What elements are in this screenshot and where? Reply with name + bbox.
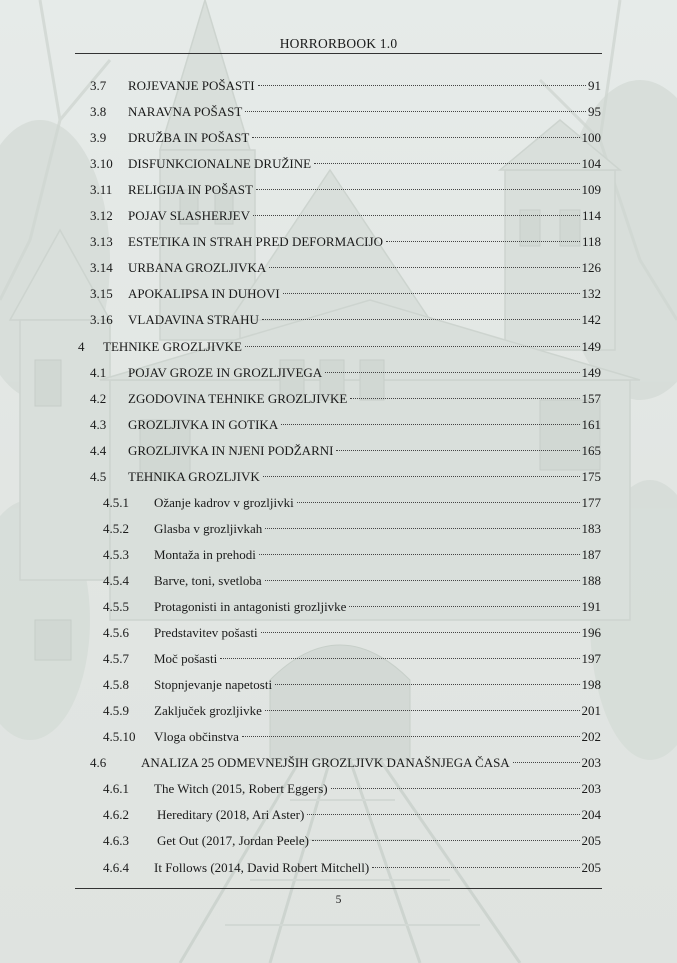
toc-entry-title: GROZLJIVKA IN GOTIKA xyxy=(128,416,279,432)
toc-entry-number: 4.5.5 xyxy=(103,599,129,614)
dot-leader xyxy=(513,762,580,763)
toc-entry[interactable] xyxy=(0,753,677,773)
toc-entry-number: 4.5.9 xyxy=(103,703,129,719)
dot-leader xyxy=(307,814,579,815)
toc-entry-title: VLADAVINA STRAHU xyxy=(128,312,259,328)
toc-entry-page: 100 xyxy=(581,130,601,146)
dot-leader xyxy=(258,85,586,86)
toc-entry-number: 4.5.6 xyxy=(103,625,129,641)
toc-entry-page: 198 xyxy=(581,677,601,693)
toc-entry-title: ANALIZA 25 ODMEVNEJŠIH GROZLJIVK DANAŠNJEGA ČASA xyxy=(141,755,510,771)
toc-entry-line xyxy=(154,493,601,513)
toc-entry-number: 3.14 xyxy=(90,260,113,276)
toc-entry-page: 104 xyxy=(581,156,601,172)
toc-entry-line xyxy=(141,753,601,773)
toc-entry-page: 132 xyxy=(581,286,601,302)
toc-entry-number: 4.6.1 xyxy=(103,781,129,797)
toc-entry-number: 3.7 xyxy=(90,78,107,93)
dot-leader xyxy=(265,528,579,529)
footer-rule xyxy=(75,888,602,889)
dot-leader xyxy=(259,554,580,555)
toc-entry-title: Protagonisti in antagonisti grozljivke xyxy=(154,599,347,614)
dot-leader xyxy=(336,450,579,451)
toc-entry-title: RELIGIJA IN POŠAST xyxy=(128,182,253,198)
dot-leader xyxy=(262,319,580,320)
toc-entry-page: 95 xyxy=(588,104,601,120)
toc-entry-page: 165 xyxy=(581,442,601,458)
dot-leader xyxy=(265,580,580,581)
toc-entry-page: 142 xyxy=(581,312,601,328)
toc-entry-page: 126 xyxy=(581,260,601,276)
dot-leader xyxy=(350,398,579,399)
toc-entry[interactable] xyxy=(0,519,677,539)
toc-entry-line xyxy=(128,258,601,278)
toc-entry[interactable] xyxy=(0,258,677,278)
toc-entry-page: 114 xyxy=(581,208,601,224)
toc-entry-line xyxy=(154,675,601,695)
toc-entry-number: 3.16 xyxy=(90,312,113,328)
toc-entry-title: It Follows (2014, David Robert Mitchell) xyxy=(154,859,370,875)
toc-entry-page: 188 xyxy=(581,572,601,588)
toc-entry-number: 4.5.2 xyxy=(103,520,129,536)
toc-entry-line xyxy=(154,701,601,721)
toc-entry[interactable] xyxy=(0,128,677,148)
dot-leader xyxy=(265,710,580,711)
toc-entry[interactable] xyxy=(0,831,677,851)
toc-entry-title: Montaža in prehodi xyxy=(154,546,256,562)
toc-entry-number: 4.5.4 xyxy=(103,572,129,588)
toc-entry[interactable] xyxy=(0,284,677,304)
toc-entry[interactable] xyxy=(0,389,677,409)
toc-entry-line xyxy=(128,154,601,174)
toc-entry-page: 175 xyxy=(581,468,601,484)
toc-entry-number: 4.5.3 xyxy=(103,546,129,562)
toc-entry[interactable] xyxy=(0,310,677,330)
toc-entry-page: 161 xyxy=(581,416,601,432)
toc-entry-title: The Witch (2015, Robert Eggers) xyxy=(154,781,328,797)
toc-entry-line xyxy=(128,76,601,96)
dot-leader xyxy=(253,215,580,216)
toc-entry[interactable] xyxy=(0,441,677,461)
toc-entry-page: 204 xyxy=(581,807,601,823)
dot-leader xyxy=(386,241,580,242)
toc-entry-line xyxy=(154,727,601,747)
toc-entry-number: 4.6.4 xyxy=(103,859,129,875)
toc-entry-page: 187 xyxy=(581,546,601,562)
toc-entry-number: 4.5.7 xyxy=(103,651,129,667)
toc-entry[interactable] xyxy=(0,571,677,591)
toc-entry-line xyxy=(154,571,601,591)
dot-leader xyxy=(245,111,586,112)
header-rule xyxy=(75,53,602,54)
toc-entry-title: POJAV GROZE IN GROZLJIVEGA xyxy=(128,364,323,380)
toc-entry-page: 201 xyxy=(581,703,601,719)
toc-entry-title: Predstavitev pošasti xyxy=(154,625,258,641)
toc-entry[interactable] xyxy=(0,493,677,513)
toc-entry-line xyxy=(128,363,601,383)
toc-entry-title: URBANA GROZLJIVKA xyxy=(128,260,267,276)
toc-entry-title: Get Out (2017, Jordan Peele) xyxy=(157,833,309,849)
toc-entry[interactable] xyxy=(0,467,677,487)
toc-entry-page: 205 xyxy=(581,859,601,875)
toc-entry-line xyxy=(154,779,601,799)
toc-entry-line xyxy=(154,597,601,617)
toc-entry-line xyxy=(128,180,601,200)
toc-entry-number: 4.5 xyxy=(90,468,107,484)
toc-entry[interactable] xyxy=(0,102,677,122)
toc-entry[interactable] xyxy=(0,545,677,565)
toc-entry-title: GROZLJIVKA IN NJENI PODŽARNI xyxy=(128,442,334,458)
dot-leader xyxy=(331,788,580,789)
toc-entry-number: 4.6 xyxy=(90,755,107,771)
toc-entry[interactable] xyxy=(0,727,677,747)
toc-entry-page: 203 xyxy=(581,781,601,797)
toc-entry[interactable] xyxy=(0,206,677,226)
toc-entry-title: Ožanje kadrov v grozljivki xyxy=(154,494,294,510)
toc-entry-title: POJAV SLASHERJEV xyxy=(128,208,250,224)
toc-entry-number: 4.2 xyxy=(90,390,107,406)
toc-entry-line xyxy=(157,805,601,825)
dot-leader xyxy=(314,163,579,164)
toc-entry-line xyxy=(128,232,601,252)
toc-entry-page: 202 xyxy=(581,729,601,745)
dot-leader xyxy=(269,267,579,268)
dot-leader xyxy=(252,137,579,138)
toc-entry-number: 4.5.1 xyxy=(103,494,129,510)
toc-entry-line xyxy=(154,623,601,643)
dot-leader xyxy=(372,867,579,868)
dot-leader xyxy=(312,840,580,841)
toc-entry-number: 3.8 xyxy=(90,104,107,120)
toc-entry-number: 3.15 xyxy=(90,286,113,302)
dot-leader xyxy=(297,502,580,503)
toc-entry-number: 4.6.3 xyxy=(103,833,129,849)
toc-entry[interactable] xyxy=(0,232,677,252)
dot-leader xyxy=(256,189,580,190)
page-number: 5 xyxy=(335,894,342,906)
toc-entry-title: APOKALIPSA IN DUHOVI xyxy=(128,286,280,302)
dot-leader xyxy=(349,606,579,607)
toc-entry-title: TEHNIKE GROZLJIVKE xyxy=(103,338,243,354)
toc-entry-number: 4 xyxy=(78,338,85,354)
toc-entry-number: 3.13 xyxy=(90,234,113,250)
dot-leader xyxy=(261,632,580,633)
toc-entry-page: 183 xyxy=(581,520,601,536)
toc-entry-page: 149 xyxy=(581,338,601,354)
toc-entry-page: 118 xyxy=(581,234,601,250)
toc-entry[interactable] xyxy=(0,597,677,617)
toc-entry[interactable] xyxy=(0,415,677,435)
toc-entry-title: ROJEVANJE POŠASTI xyxy=(128,78,255,93)
toc-entry-title: Moč pošasti xyxy=(154,651,218,667)
toc-entry-line xyxy=(128,441,601,461)
toc-entry-line xyxy=(128,310,601,330)
toc-entry-number: 3.12 xyxy=(90,208,113,224)
dot-leader xyxy=(275,684,579,685)
toc-entry-line xyxy=(128,415,601,435)
toc-entry-number: 4.5.8 xyxy=(103,677,129,693)
dot-leader xyxy=(283,293,580,294)
dot-leader xyxy=(263,476,580,477)
running-header: HORRORBOOK 1.0 xyxy=(279,36,398,51)
toc-entry[interactable] xyxy=(0,180,677,200)
dot-leader xyxy=(325,372,579,373)
toc-entry-line xyxy=(154,519,601,539)
toc-entry-number: 4.3 xyxy=(90,416,107,432)
toc-entry-title: NARAVNA POŠAST xyxy=(128,104,243,120)
toc-entry-page: 109 xyxy=(581,182,601,198)
toc-entry-number: 4.5.10 xyxy=(103,729,136,745)
toc-entry-page: 196 xyxy=(581,625,601,641)
toc-entry-number: 3.10 xyxy=(90,156,113,172)
toc-entry-line xyxy=(154,545,601,565)
toc-entry-page: 91 xyxy=(588,78,601,93)
toc-entry[interactable] xyxy=(0,701,677,721)
toc-entry-title: Stopnjevanje napetosti xyxy=(154,677,273,693)
toc-entry-line xyxy=(154,858,601,878)
toc-entry[interactable] xyxy=(0,363,677,383)
toc-entry-number: 4.1 xyxy=(90,364,107,380)
toc-entry-line xyxy=(157,831,601,851)
toc-entry-line xyxy=(128,128,601,148)
dot-leader xyxy=(220,658,579,659)
toc-entry-title: Glasba v grozljivkah xyxy=(154,520,263,536)
toc-entry[interactable] xyxy=(0,623,677,643)
dot-leader xyxy=(245,346,579,347)
toc-entry-page: 177 xyxy=(581,494,601,510)
toc-entry-line xyxy=(128,284,601,304)
toc-entry[interactable] xyxy=(0,154,677,174)
toc-entry-line xyxy=(128,389,601,409)
toc-entry-title: Hereditary (2018, Ari Aster) xyxy=(157,807,305,823)
toc-entry-line xyxy=(128,467,601,487)
toc-entry[interactable] xyxy=(0,675,677,695)
toc-entry-title: TEHNIKA GROZLJIVK xyxy=(128,468,260,484)
toc-entry-line xyxy=(154,649,601,669)
toc-entry[interactable] xyxy=(0,337,677,357)
toc-entry-title: Zaključek grozljivke xyxy=(154,703,262,719)
toc-entry-title: DISFUNKCIONALNE DRUŽINE xyxy=(128,156,312,172)
toc-entry-title: ZGODOVINA TEHNIKE GROZLJIVKE xyxy=(128,390,348,406)
toc-entry-number: 3.11 xyxy=(90,182,113,198)
toc-entry[interactable] xyxy=(0,76,677,96)
toc-entry-page: 197 xyxy=(581,651,601,667)
toc-entry-number: 3.9 xyxy=(90,130,107,146)
toc-entry-line xyxy=(128,102,601,122)
toc-entry-number: 4.6.2 xyxy=(103,807,129,823)
toc-entry-page: 203 xyxy=(581,755,601,771)
toc-entry-page: 149 xyxy=(581,364,601,380)
toc-entry[interactable] xyxy=(0,805,677,825)
toc-entry-page: 157 xyxy=(581,390,601,406)
toc-entry[interactable] xyxy=(0,858,677,878)
dot-leader xyxy=(242,736,580,737)
dot-leader xyxy=(281,424,579,425)
toc-entry-line xyxy=(128,206,601,226)
toc-entry-page: 191 xyxy=(581,599,601,614)
toc-entry[interactable] xyxy=(0,649,677,669)
toc-entry-line xyxy=(103,337,601,357)
toc-entry[interactable] xyxy=(0,779,677,799)
toc-entry-page: 205 xyxy=(581,833,601,849)
toc-entry-title: Vloga občinstva xyxy=(154,729,239,745)
toc-entry-title: DRUŽBA IN POŠAST xyxy=(128,130,250,146)
toc-entry-number: 4.4 xyxy=(90,442,107,458)
toc-entry-title: ESTETIKA IN STRAH PRED DEFORMACIJO xyxy=(128,234,383,250)
toc-entry-title: Barve, toni, svetloba xyxy=(154,572,262,588)
